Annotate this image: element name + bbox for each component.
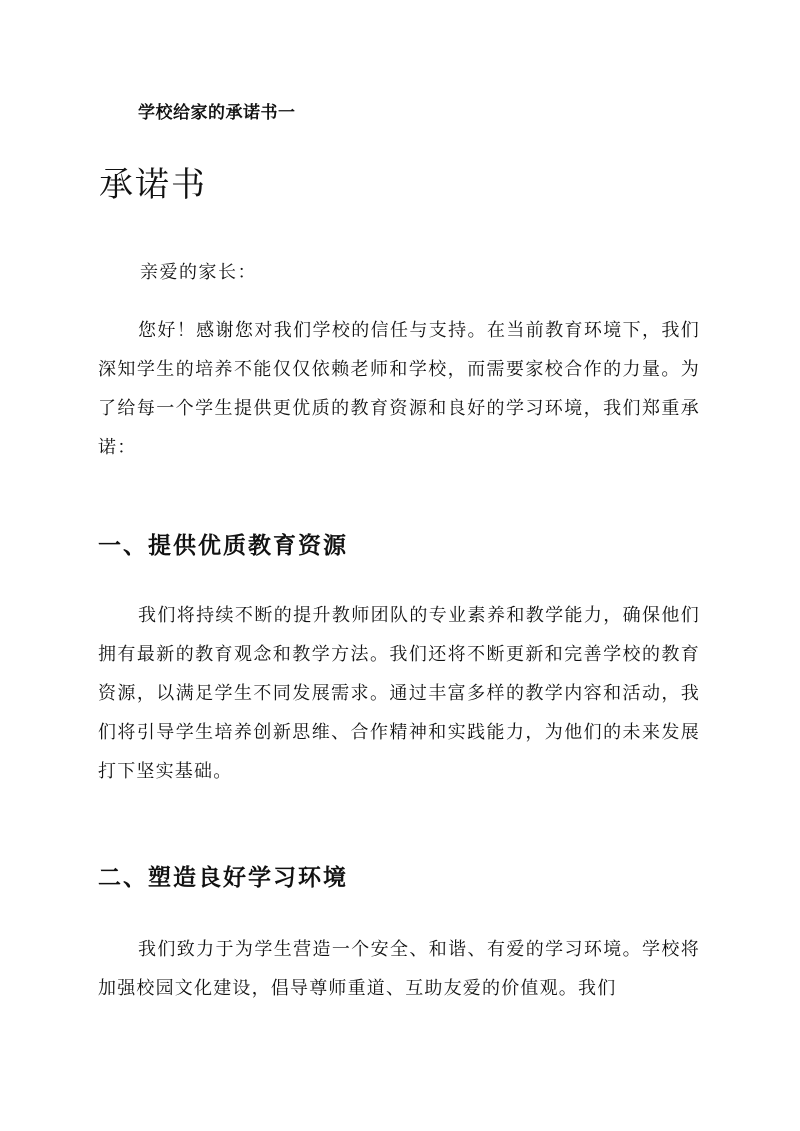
intro-paragraph: 您好！感谢您对我们学校的信任与支持。在当前教育环境下，我们深知学生的培养不能仅仅依赖老师和学校，而需要家校合作的力量。为了给每一个学生提供更优质的教育资源和良好的学习环境，我们郑重承诺： <box>98 320 700 458</box>
page-title: 承诺书 <box>99 165 207 205</box>
section-body-environment: 我们致力于为学生营造一个安全、和谐、有爱的学习环境。学校将加强校园文化建设，倡导尊师重道、互助友爱的价值观。我们 <box>98 939 700 999</box>
section-heading-environment: 二、塑造良好学习环境 <box>98 864 348 891</box>
section-body-resources: 我们将持续不断的提升教师团队的专业素养和教学能力，确保他们拥有最新的教育观念和教学方法。我们还将不断更新和完善学校的教育资源，以满足学生不同发展需求。通过丰富多样的教学内容和活动，我们将引导学生培养创新思维、合作精神和实践能力，为他们的未来发展打下坚实基础。 <box>98 605 700 782</box>
section-heading-resources: 一、提供优质教育资源 <box>98 532 348 559</box>
document-label: 学校给家的承诺书一 <box>138 103 296 123</box>
salutation: 亲爱的家长： <box>140 262 257 283</box>
